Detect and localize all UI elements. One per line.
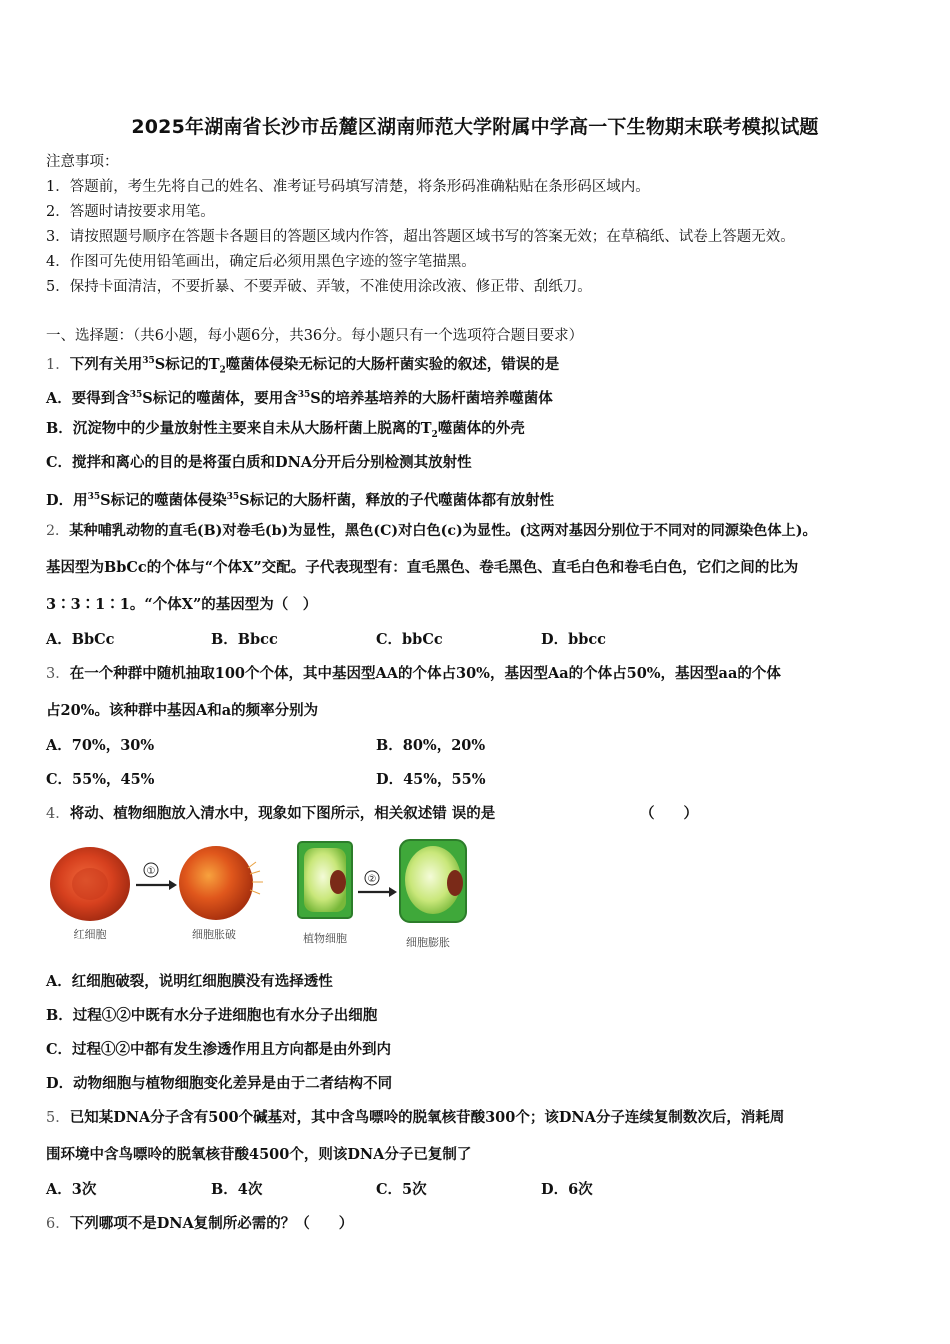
question-2-option-b: B．Bbcc <box>211 631 278 648</box>
question-5-stem-line-1 <box>46 1109 784 1127</box>
text: 下列哪项不是DNA复制所必需的？（ ） <box>69 1215 354 1232</box>
text: 噬菌体的外壳 <box>437 420 525 437</box>
question-2-stem-line-1 <box>46 522 817 540</box>
text: 下列有关用 <box>69 355 143 373</box>
text: S标记的大肠杆菌，释放的子代噬菌体都有放射性 <box>239 491 555 509</box>
question-2-option-a: A．BbCc <box>46 631 115 648</box>
text: D．用 <box>46 491 88 509</box>
question-number: 6． <box>46 1216 70 1232</box>
text: 已知某DNA分子含有500个碱基对，其中含鸟嘌呤的脱氧核苷酸300个；该DNA分子连续复制数次后，消耗周 <box>69 1109 785 1126</box>
question-5-option-a: A．3次 <box>46 1181 97 1198</box>
question-number: 3． <box>46 666 70 682</box>
question-2-stem-line-2: 基因型为BbCc的个体与“个体X”交配。子代表现型有：直毛黑色、卷毛黑色、直毛白色和卷毛白色，它们之间的比为 <box>46 559 799 576</box>
text: A．要得到含 <box>46 389 130 407</box>
notice-item-3: 3．请按照题号顺序在答题卡各题目的答题区域内作答，超出答题区域书写的答案无效；在草稿纸、试卷上答题无效。 <box>46 229 795 245</box>
question-5-option-c: C．5次 <box>376 1181 427 1198</box>
text: 在一个种群中随机抽取100个个体，其中基因型AA的个体占30%，基因型Aa的个体占50%，基因型aa的个体 <box>69 665 781 682</box>
superscript: 35 <box>129 390 143 400</box>
question-1-option-c: C．搅拌和离心的目的是将蛋白质和DNA分开后分别检测其放射性 <box>46 454 472 471</box>
question-4-answer-paren: （ ） <box>640 805 698 822</box>
question-number: 5． <box>46 1110 70 1126</box>
question-6-stem <box>46 1215 353 1233</box>
question-4-option-b: B．过程①②中既有水分子进细胞也有水分子出细胞 <box>46 1007 378 1024</box>
question-3-stem-line-2: 占20%。该种群中基因A和a的频率分别为 <box>46 702 319 719</box>
notice-heading: 注意事项： <box>46 154 119 170</box>
label-red-blood-cell: 红细胞 <box>73 928 107 941</box>
question-1-stem <box>46 352 559 380</box>
label-cell-swell: 细胞膨胀 <box>406 936 450 949</box>
page-title: 2025年湖南省长沙市岳麓区湖南师范大学附属中学高一下生物期末联考模拟试题 <box>131 116 819 138</box>
subscript: 2 <box>431 429 438 440</box>
burst-cell <box>179 846 253 920</box>
question-5-option-b: B．4次 <box>211 1181 263 1198</box>
question-3-option-a: A．70%，30% <box>46 737 155 754</box>
subscript: 2 <box>219 365 226 376</box>
label-plant-cell: 植物细胞 <box>303 932 347 945</box>
step-1-label: ① <box>146 866 156 877</box>
text: 将动、植物细胞放入清水中，现象如下图所示，相关叙述错 误的是 <box>69 805 496 822</box>
superscript: 35 <box>297 390 311 400</box>
question-4-stem <box>46 805 495 823</box>
question-5-stem-line-2: 围环境中含鸟嘌呤的脱氧核苷酸4500个，则该DNA分子已复制了 <box>46 1146 472 1163</box>
notice-item-2: 2．答题时请按要求用笔。 <box>46 204 215 220</box>
question-4-option-c: C．过程①②中都有发生渗透作用且方向都是由外到内 <box>46 1041 392 1058</box>
plant-cell-nucleus <box>330 870 346 894</box>
question-3-option-d: D．45%，55% <box>376 771 486 788</box>
superscript: 35 <box>142 356 155 366</box>
text: S标记的噬菌体，要用含 <box>142 389 298 407</box>
superscript: 35 <box>226 492 240 502</box>
text: 某种哺乳动物的直毛(B)对卷毛(b)为显性，黑色(C)对白色(c)为显性。(这两对基因分别位于不同对的同源染色体上)。 <box>69 523 817 539</box>
notice-item-4: 4．作图可先使用铅笔画出，确定后必须用黑色字迹的签字笔描黑。 <box>46 254 476 270</box>
question-1-option-b <box>46 420 525 444</box>
text: S的培养基培养的大肠杆菌培养噬菌体 <box>310 389 553 407</box>
question-1-option-d <box>46 488 554 510</box>
label-cell-burst: 细胞胀破 <box>192 928 236 941</box>
question-3-option-b: B．80%，20% <box>376 737 486 754</box>
question-3-stem-line-1 <box>46 665 781 683</box>
question-2-option-c: C．bbCc <box>376 631 443 648</box>
question-number: 4． <box>46 806 70 822</box>
text: B．沉淀物中的少量放射性主要来自未从大肠杆菌上脱离的T <box>46 420 432 437</box>
text: S标记的噬菌体侵染 <box>100 491 227 509</box>
question-2-stem-line-3: 3∶3∶1∶1。“个体X”的基因型为（ ） <box>46 596 318 613</box>
question-2-option-d: D．bbcc <box>541 631 607 648</box>
notice-item-5: 5．保持卡面清洁，不要折暴、不要弄破、弄皱，不准使用涂改液、修正带、刮纸刀。 <box>46 279 592 295</box>
text: S标记的T <box>154 355 220 373</box>
notice-item-1: 1．答题前，考生先将自己的姓名、准考证号码填写清楚，将条形码准确粘贴在条形码区域内。 <box>46 179 650 195</box>
section-heading: 一、选择题：（共6小题，每小题6分，共36分。每小题只有一个选项符合题目要求） <box>46 328 584 344</box>
cell-osmosis-figure <box>44 838 474 956</box>
question-4-option-d: D．动物细胞与植物细胞变化差异是由于二者结构不同 <box>46 1075 393 1092</box>
question-1-option-a <box>46 386 553 408</box>
superscript: 35 <box>87 492 101 502</box>
step-2-label: ② <box>367 874 377 885</box>
question-5-option-d: D．6次 <box>541 1181 593 1198</box>
question-3-option-c: C．55%，45% <box>46 771 155 788</box>
text: 噬菌体侵染无标记的大肠杆菌实验的叙述，错误的是 <box>225 355 560 373</box>
question-number: 2． <box>46 523 70 539</box>
question-4-option-a: A．红细胞破裂，说明红细胞膜没有选择透性 <box>46 973 333 990</box>
question-number: 1． <box>46 356 70 373</box>
